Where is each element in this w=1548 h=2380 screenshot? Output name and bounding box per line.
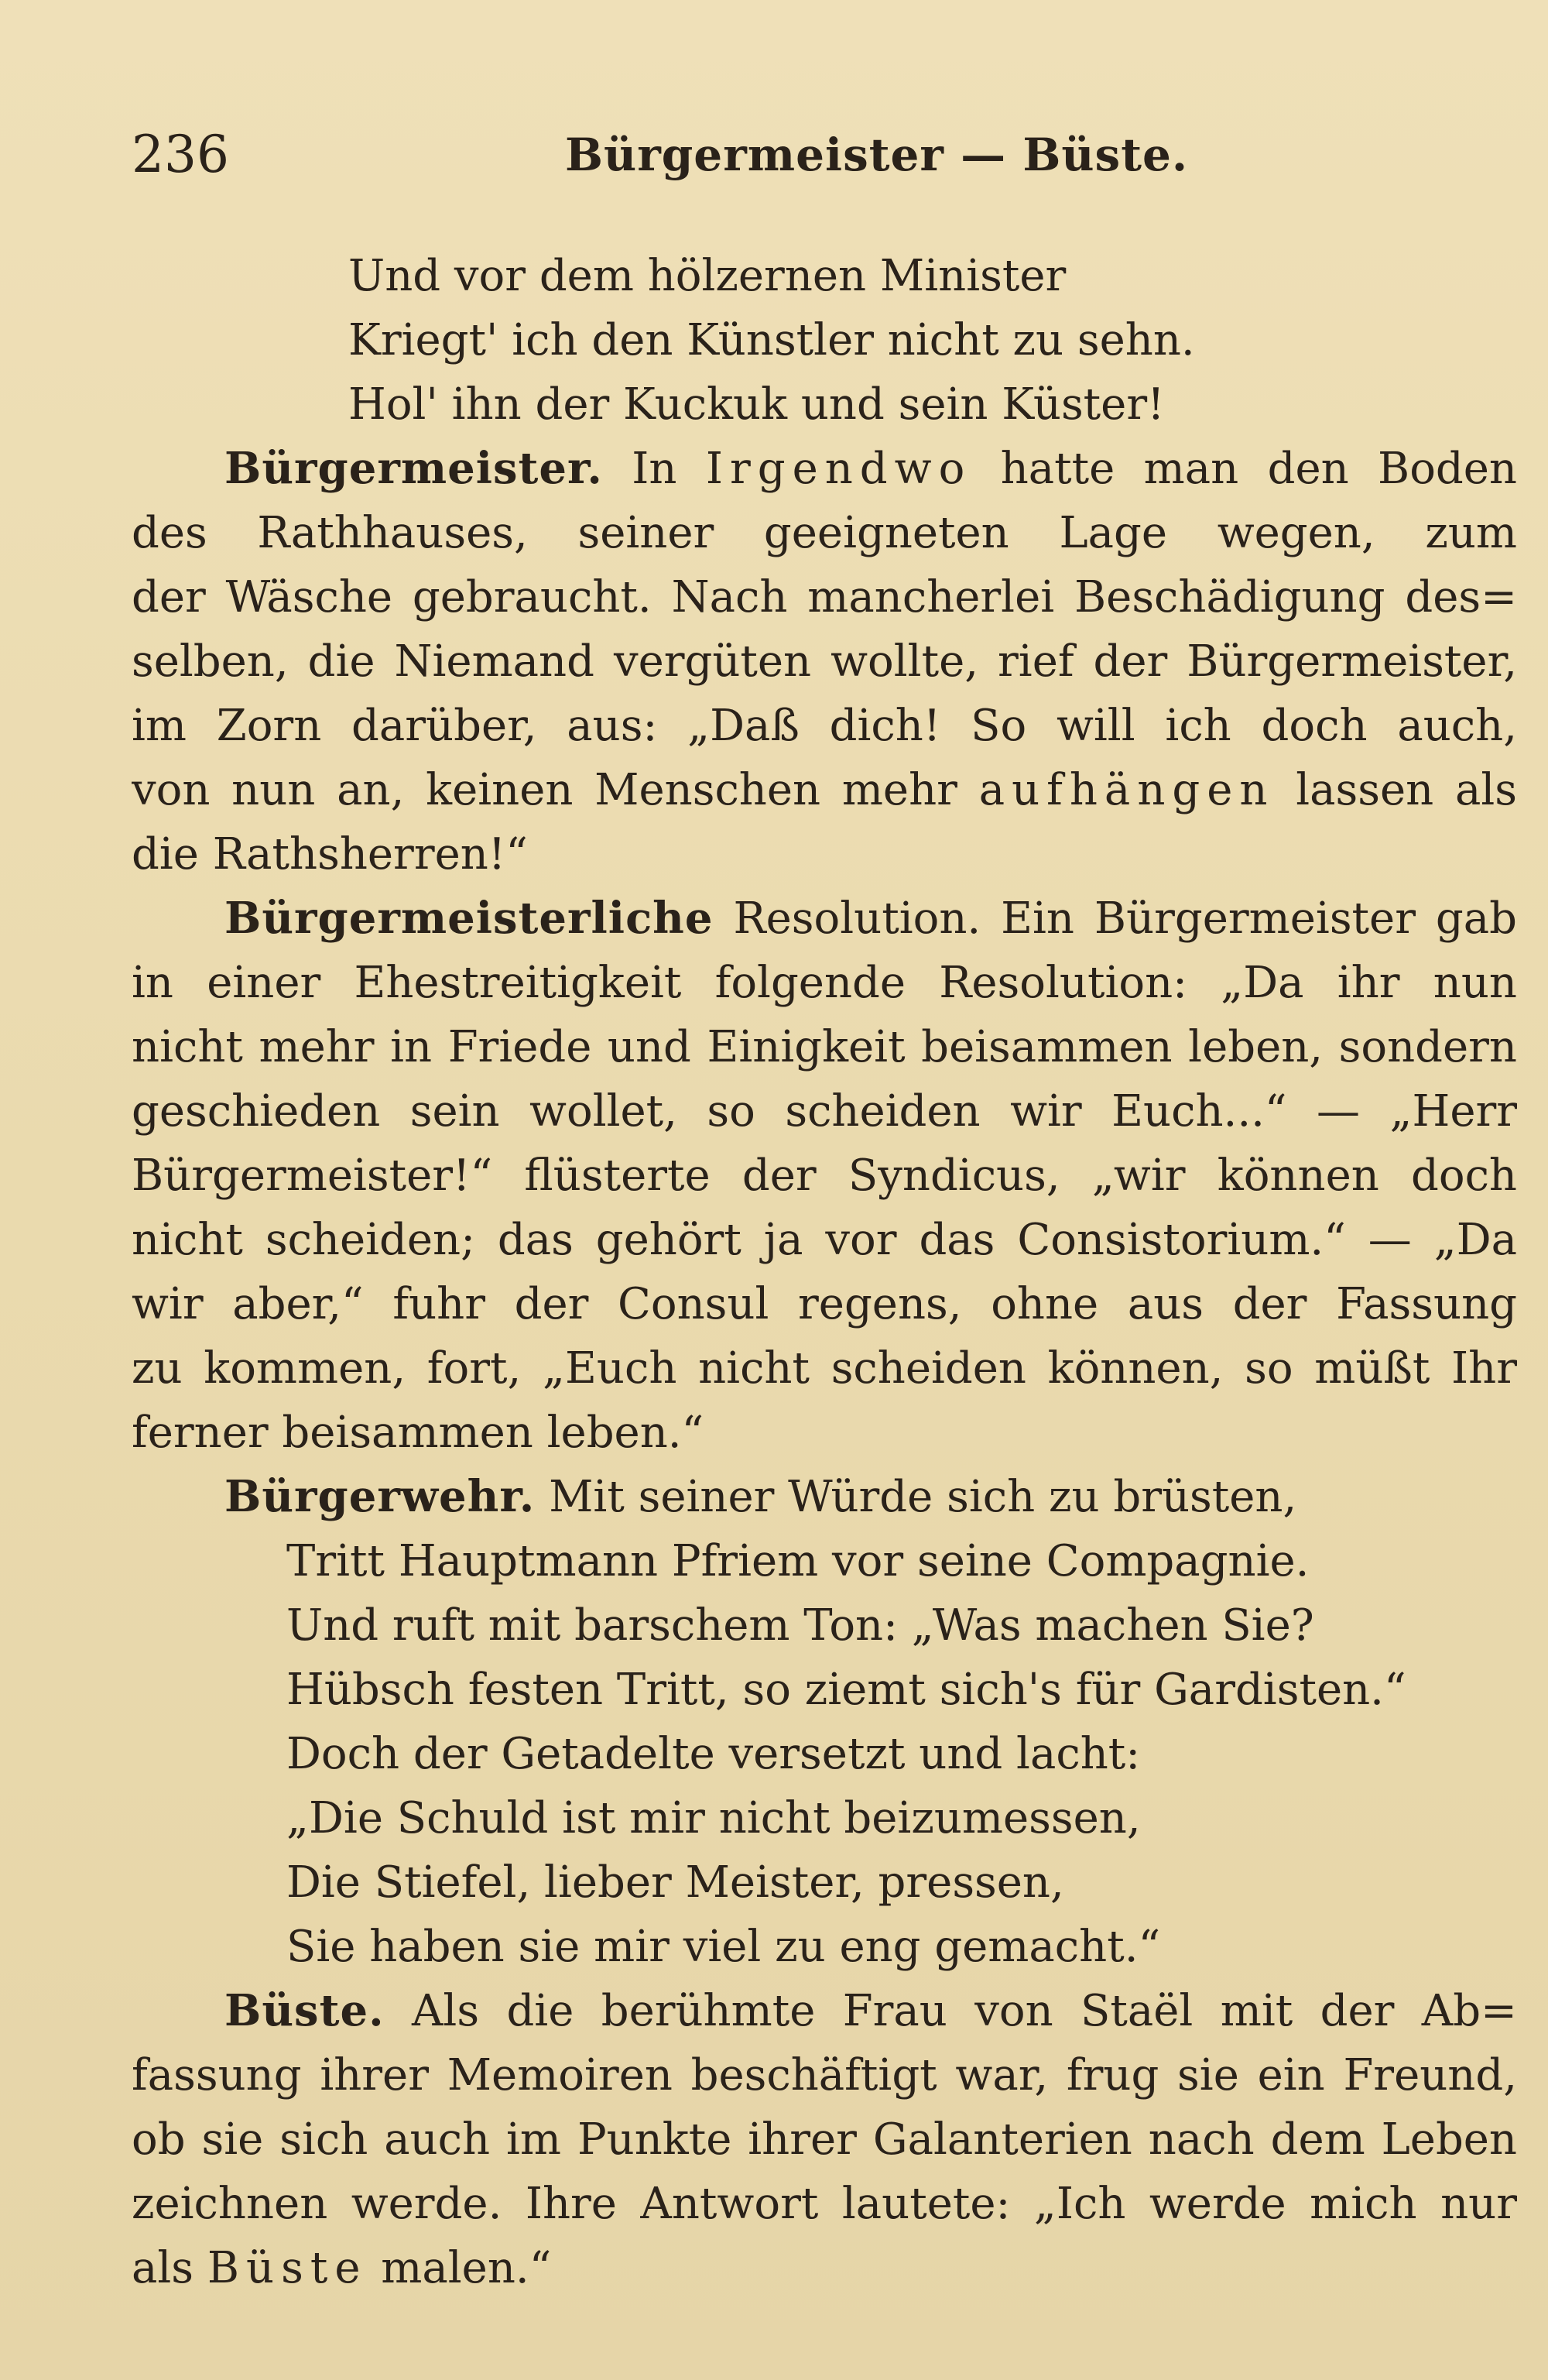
text-line: ferner beisammen leben.“ [132,1408,704,1458]
text-line: zeichnen werde. Ihre Antwort lautete: „Ich werde mich nur [132,2179,1517,2229]
text-run: lassen als [1296,765,1517,815]
text-run: Als die berühmte Frau von Staël mit der Ab= [411,1986,1517,2036]
verse-line: Die Stiefel, lieber Meister, pressen, [286,1857,1064,1908]
spaced-emphasis: Büste [207,2243,368,2293]
entry-title: Bürgerwehr. [224,1471,536,1522]
text-line: ob sie sich auch im Punkte ihrer Galanterien nach dem Leben [132,2114,1517,2165]
page-header [132,124,1517,186]
text-line: geschieden sein wollet, so scheiden wir Euch...“ — „Herr [132,1086,1517,1137]
verse-line: Kriegt' ich den Künstler nicht zu sehn. [348,315,1195,365]
entry-first-line [132,437,1517,501]
text-line: wir aber,“ fuhr der Consul regens, ohne aus der Fassung [132,1279,1517,1329]
text-line: im Zorn darüber, aus: „Daß dich! So will ich doch auch, [132,701,1517,751]
text-line: nicht mehr in Friede und Einigkeit beisammen leben, sondern [132,1022,1517,1072]
entry-first-line [132,886,1517,951]
entry-first-line [132,1465,1517,1529]
text-run: von nun an, keinen Menschen mehr [132,765,957,815]
spaced-emphasis: aufhängen [978,765,1275,815]
page-number: 236 [132,125,229,184]
text-line: Bürgermeister!“ flüsterte der Syndicus, „wir können doch [132,1151,1517,1201]
text-line: die Rathsherren!“ [132,829,528,880]
verse-line: „Die Schuld ist mir nicht beizumessen, [286,1793,1141,1843]
entry-title: Bürgermeisterliche [224,893,714,944]
text-run: In [632,444,677,494]
verse-line: Und vor dem hölzernen Minister [348,251,1067,301]
text-line [132,758,1517,822]
text-line: nicht scheiden; das gehört ja vor das Consistorium.“ — „Da [132,1215,1517,1265]
verse-line: Tritt Hauptmann Pfriem vor seine Compagnie. [286,1536,1310,1586]
text-line: zu kommen, fort, „Euch nicht scheiden können, so müßt Ihr [132,1343,1517,1394]
text-run: hatte man den Boden [1000,444,1517,494]
text-line: fassung ihrer Memoiren beschäftigt war, frug sie ein Freund, [132,2050,1517,2101]
verse-line: Hübsch festen Tritt, so ziemt sich's für Gardisten.“ [286,1665,1406,1715]
page-body [132,244,1517,2300]
text-line: in einer Ehestreitigkeit folgende Resolution: „Da ihr nun [132,958,1517,1008]
entry-title: Bürgermeister. [224,443,603,494]
verse-line: Doch der Getadelte versetzt und lacht: [286,1729,1141,1779]
verse-line: Sie haben sie mir viel zu eng gemacht.“ [286,1922,1161,1972]
text-run: Mit seiner Würde sich zu brüsten, [549,1472,1297,1522]
text-line: selben, die Niemand vergüten wollte, rief der Bürgermeister, [132,636,1517,687]
text-run: als [132,2243,194,2293]
verse-line: Und ruft mit barschem Ton: „Was machen Sie? [286,1600,1314,1651]
text-line: der Wäsche gebraucht. Nach mancherlei Beschädigung des= [132,572,1517,622]
running-head: Bürgermeister — Büste. [565,129,1189,181]
verse-line: Hol' ihn der Kuckuk und sein Küster! [348,379,1165,430]
entry-title: Büste. [224,1985,385,2036]
spaced-emphasis: Irgendwo [705,444,972,494]
text-run: malen.“ [381,2243,552,2293]
text-line: des Rathhauses, seiner geeigneten Lage wegen, zum [132,508,1517,558]
entry-first-line [132,1979,1517,2043]
text-run: Resolution. Ein Bürgermeister gab [733,893,1517,944]
text-line [132,2236,1517,2300]
